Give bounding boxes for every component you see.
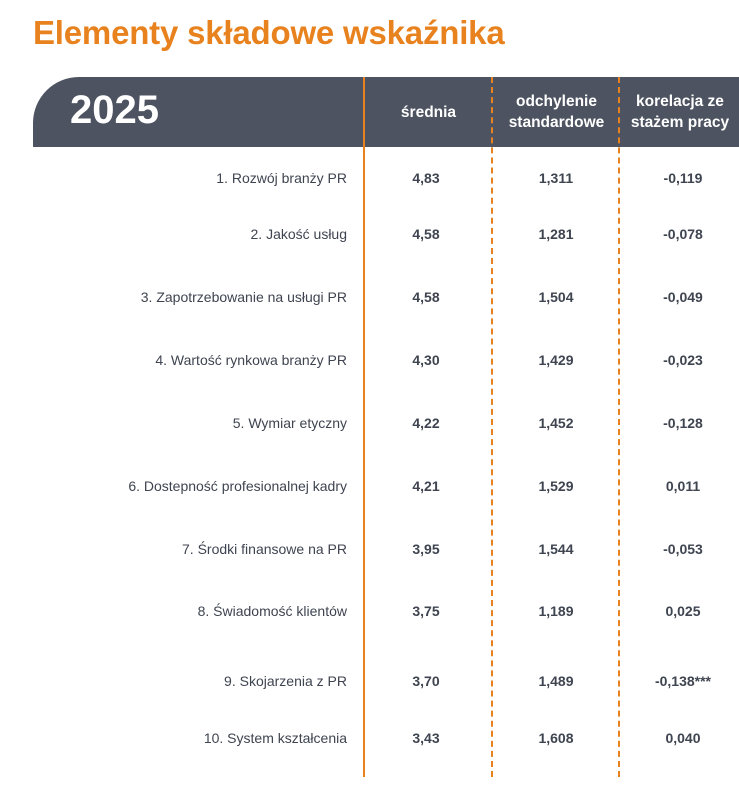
row-std: 1,504 bbox=[538, 289, 574, 305]
row-corr: 0,011 bbox=[665, 478, 701, 494]
row-std: 1,452 bbox=[538, 415, 574, 431]
row-label: 1. Rozwój branży PR bbox=[216, 170, 347, 186]
row-corr: -0,049 bbox=[663, 289, 703, 305]
row-label: 4. Wartość rynkowa branży PR bbox=[155, 352, 347, 368]
row-corr: -0,128 bbox=[663, 415, 703, 431]
row-corr: -0,023 bbox=[663, 352, 703, 368]
row-std: 1,311 bbox=[538, 170, 574, 186]
row-mean: 4,83 bbox=[412, 170, 440, 186]
row-mean: 4,22 bbox=[412, 415, 440, 431]
table-row bbox=[0, 222, 739, 246]
row-std: 1,608 bbox=[538, 730, 574, 746]
table-row bbox=[0, 285, 739, 309]
row-label: 6. Dostepność profesionalnej kadry bbox=[128, 478, 347, 494]
year-label: 2025 bbox=[70, 88, 159, 132]
row-corr: -0,138*** bbox=[654, 673, 712, 689]
table-row bbox=[0, 348, 739, 372]
row-corr: -0,053 bbox=[663, 541, 703, 557]
row-std: 1,429 bbox=[538, 352, 574, 368]
row-mean: 4,30 bbox=[412, 352, 440, 368]
row-corr: -0,078 bbox=[663, 226, 703, 242]
row-mean: 4,58 bbox=[412, 289, 440, 305]
row-mean: 4,58 bbox=[412, 226, 440, 242]
column-header-corr: korelacja ze stażem pracy bbox=[630, 93, 730, 131]
row-label: 9. Skojarzenia z PR bbox=[224, 673, 347, 689]
row-label: 3. Zapotrzebowanie na usługi PR bbox=[140, 289, 347, 305]
table-row bbox=[0, 166, 739, 190]
row-std: 1,489 bbox=[538, 673, 574, 689]
row-std: 1,544 bbox=[538, 541, 574, 557]
row-mean: 4,21 bbox=[412, 478, 440, 494]
row-mean: 3,43 bbox=[412, 730, 440, 746]
row-std: 1,529 bbox=[538, 478, 574, 494]
row-corr: -0,119 bbox=[663, 170, 703, 186]
row-label: 7. Środki finansowe na PR bbox=[182, 541, 347, 557]
table-row bbox=[0, 411, 739, 435]
table-row bbox=[0, 726, 739, 750]
row-corr: 0,025 bbox=[665, 603, 701, 619]
row-mean: 3,70 bbox=[412, 673, 440, 689]
table-row bbox=[0, 474, 739, 498]
row-std: 1,189 bbox=[538, 603, 574, 619]
row-mean: 3,75 bbox=[412, 603, 440, 619]
column-header-std: odchylenie standardowe bbox=[508, 93, 605, 131]
column-header-mean: średnia bbox=[400, 103, 457, 121]
row-label: 5. Wymiar etyczny bbox=[232, 415, 347, 431]
row-label: 8. Świadomość klientów bbox=[197, 603, 347, 619]
table-row bbox=[0, 537, 739, 561]
table-row bbox=[0, 599, 739, 623]
row-mean: 3,95 bbox=[412, 541, 440, 557]
table-row bbox=[0, 669, 739, 693]
row-label: 10. System kształcenia bbox=[203, 730, 347, 746]
row-corr: 0,040 bbox=[665, 730, 701, 746]
row-std: 1,281 bbox=[538, 226, 574, 242]
row-label: 2. Jakość usług bbox=[250, 226, 347, 242]
page-title: Elementy składowe wskaźnika bbox=[33, 14, 505, 51]
